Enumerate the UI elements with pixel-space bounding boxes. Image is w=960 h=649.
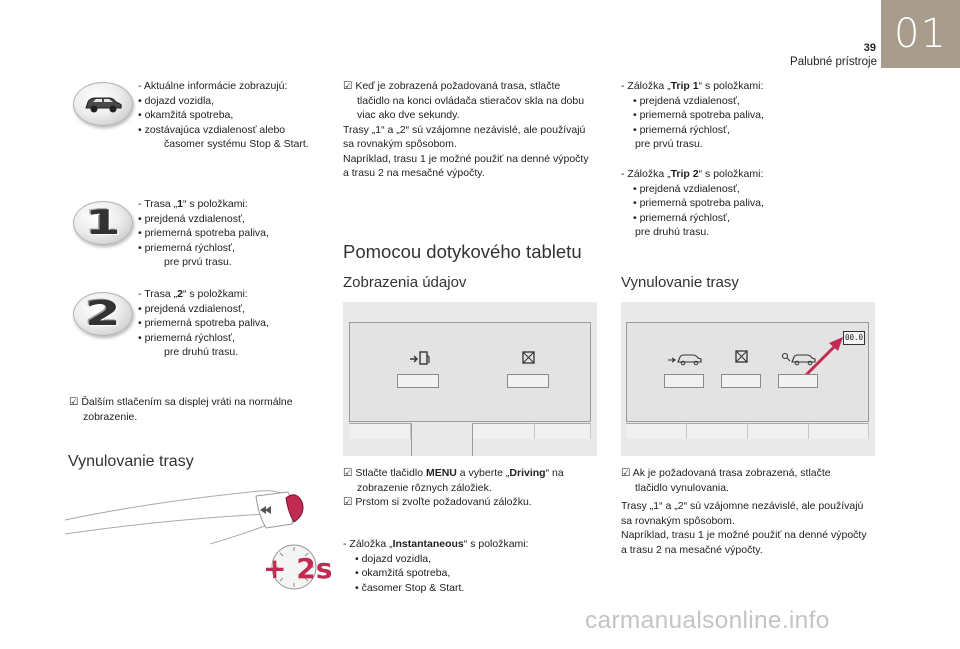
- trip-2-tab-block: [621, 167, 871, 240]
- menu-step-1: ☑ Stlačte tlačidlo MENU a vyberte „Driving“ na: [343, 467, 564, 479]
- instantaneous-heading: - Záložka „Instantaneous“ s položkami:: [343, 538, 529, 550]
- return-note-line: ☑ Ďalším stlačením sa displej vráti na normálne: [69, 396, 293, 408]
- screen-tab[interactable]: [687, 423, 748, 439]
- current-info-line: - Aktuálne informácie zobrazujú:: [138, 80, 288, 92]
- trip-1-block: [138, 197, 328, 270]
- trip-1-icon: 1: [73, 201, 133, 245]
- trip-1-tab-block: [621, 79, 871, 152]
- screen-tab[interactable]: [748, 423, 809, 439]
- current-info-line: • zostávajúca vzdialenosť alebo: [138, 123, 286, 136]
- car-info-icon: [73, 82, 133, 126]
- instruction-line: Napríklad, trasu 1 je možné použiť na denné výpočty: [343, 152, 589, 165]
- instruction-line: a trasu 2 na mesačné výpočty.: [343, 167, 485, 179]
- driving-screen-illustration: [343, 302, 597, 456]
- press-duration-label: + 2s: [263, 552, 333, 585]
- current-info-line: • dojazd vozidla,: [138, 94, 215, 107]
- chapter-tab: 01: [881, 0, 960, 68]
- range-value-field: [397, 374, 439, 388]
- instruction-line: Trasy „1“ a „2“ sú vzájomne nezávislé, ale používajú: [343, 123, 586, 136]
- stop-start-icon: [521, 350, 537, 366]
- menu-steps: [343, 466, 605, 510]
- trip-1-heading: - Trasa „1“ s položkami:: [138, 198, 248, 210]
- instruction-line: sa rovnakým spôsobom.: [343, 138, 457, 150]
- trip-1-tail: pre prvú trasu.: [164, 256, 232, 268]
- wiper-stalk-illustration: [60, 484, 333, 604]
- trip-2-item: • priemerná spotreba paliva,: [138, 317, 269, 329]
- trip-2-item: • priemerná rýchlosť,: [138, 331, 235, 344]
- trip-1-item: • priemerná spotreba paliva,: [138, 227, 269, 239]
- instantaneous-item: • časomer Stop & Start.: [355, 581, 465, 594]
- reset-text-line: ☑ Ak je požadovaná trasa zobrazená, stlačte: [621, 467, 831, 479]
- display-heading: Zobrazenia údajov: [343, 274, 467, 291]
- watermark: carmanualsonline.info: [585, 607, 830, 634]
- reset-button[interactable]: 00.0: [843, 331, 865, 345]
- range-fuel-icon: [409, 350, 431, 368]
- trip-2-tab-item: • prejdená vzdialenosť,: [633, 182, 740, 195]
- trip-1-tab-heading: - Záložka „Trip 1“ s položkami:: [621, 80, 764, 92]
- instruction-line: ☑ Keď je zobrazená požadovaná trasa, stlačte: [343, 80, 561, 92]
- distance-car-icon: [667, 350, 703, 366]
- left-reset-heading: Vynulovanie trasy: [68, 453, 194, 470]
- screen-tab[interactable]: [626, 423, 687, 439]
- trip-2-tab-item: • priemerná spotreba paliva,: [633, 197, 764, 209]
- right-reset-heading: Vynulovanie trasy: [621, 274, 739, 291]
- current-info-block: [138, 79, 328, 152]
- consumption-icon: [734, 349, 750, 365]
- screen-tab[interactable]: [473, 423, 535, 439]
- trip-2-tail: pre druhú trasu.: [164, 346, 239, 358]
- return-note: [69, 395, 329, 424]
- distance-value-field: [664, 374, 704, 388]
- car-icon: [83, 93, 123, 115]
- trip-1-item: • prejdená vzdialenosť,: [138, 212, 245, 225]
- instruction-line: viac ako dve sekundy.: [357, 109, 460, 121]
- screen-tab[interactable]: [809, 423, 869, 439]
- trip-1-tab-item: • prejdená vzdialenosť,: [633, 94, 740, 107]
- consumption-value-field: [721, 374, 761, 388]
- page-number: 39: [863, 42, 876, 54]
- instantaneous-item: • okamžitá spotreba,: [355, 567, 451, 579]
- tablet-heading: Pomocou dotykového tabletu: [343, 241, 582, 262]
- menu-step-2: ☑ Prstom si zvoľte požadovanú záložku.: [343, 496, 532, 508]
- trip-2-heading: - Trasa „2“ s položkami:: [138, 288, 248, 300]
- reset-text-line: tlačidlo vynulovania.: [635, 481, 729, 494]
- trip-screen-illustration: [621, 302, 875, 456]
- trip-2-tab-tail: pre druhú trasu.: [635, 226, 710, 238]
- trip-2-icon: 2: [73, 292, 133, 336]
- right-reset-text: [621, 466, 881, 557]
- screen-tab-active[interactable]: [411, 423, 473, 456]
- trip-2-item: • prejdená vzdialenosť,: [138, 302, 245, 315]
- trip-1-item: • priemerná rýchlosť,: [138, 241, 235, 254]
- reset-text-line: a trasu 2 na mesačné výpočty.: [621, 543, 763, 556]
- instantaneous-item: • dojazd vozidla,: [355, 552, 432, 565]
- return-note-line: zobrazenie.: [83, 410, 138, 423]
- reset-text-line: Napríklad, trasu 1 je možné použiť na denné výpočty: [621, 529, 867, 541]
- trip-2-tab-item: • priemerná rýchlosť,: [633, 211, 730, 224]
- trip-1-tab-tail: pre prvú trasu.: [635, 138, 703, 150]
- trip-1-tab-item: • priemerná rýchlosť,: [633, 123, 730, 136]
- trip-1-tab-item: • priemerná spotreba paliva,: [633, 109, 764, 121]
- instantaneous-tab-block: [343, 537, 605, 595]
- trip-2-block: [138, 287, 328, 360]
- stalk-instructions: [343, 79, 605, 181]
- current-info-line: • okamžitá spotreba,: [138, 109, 234, 121]
- speed-value-field: [778, 374, 818, 388]
- chapter-title: Palubné prístroje: [790, 56, 877, 68]
- reset-pointer-arrow: [803, 334, 849, 378]
- driving-screen-panel: [349, 322, 591, 422]
- screen-tab[interactable]: [535, 423, 591, 439]
- reset-text-line: sa rovnakým spôsobom.: [621, 514, 735, 527]
- trip-2-tab-heading: - Záložka „Trip 2“ s položkami:: [621, 168, 764, 180]
- instruction-line: tlačidlo na konci ovládača stieračov skla na dobu: [357, 94, 585, 107]
- reset-text-line: Trasy „1“ a „2“ sú vzájomne nezávislé, ale používajú: [621, 500, 864, 512]
- menu-step-1-cont: zobrazenie rôznych záložiek.: [357, 481, 492, 494]
- current-info-line: časomer systému Stop & Start.: [164, 138, 309, 150]
- stop-start-value-field: [507, 374, 549, 388]
- screen-tab[interactable]: [349, 423, 411, 439]
